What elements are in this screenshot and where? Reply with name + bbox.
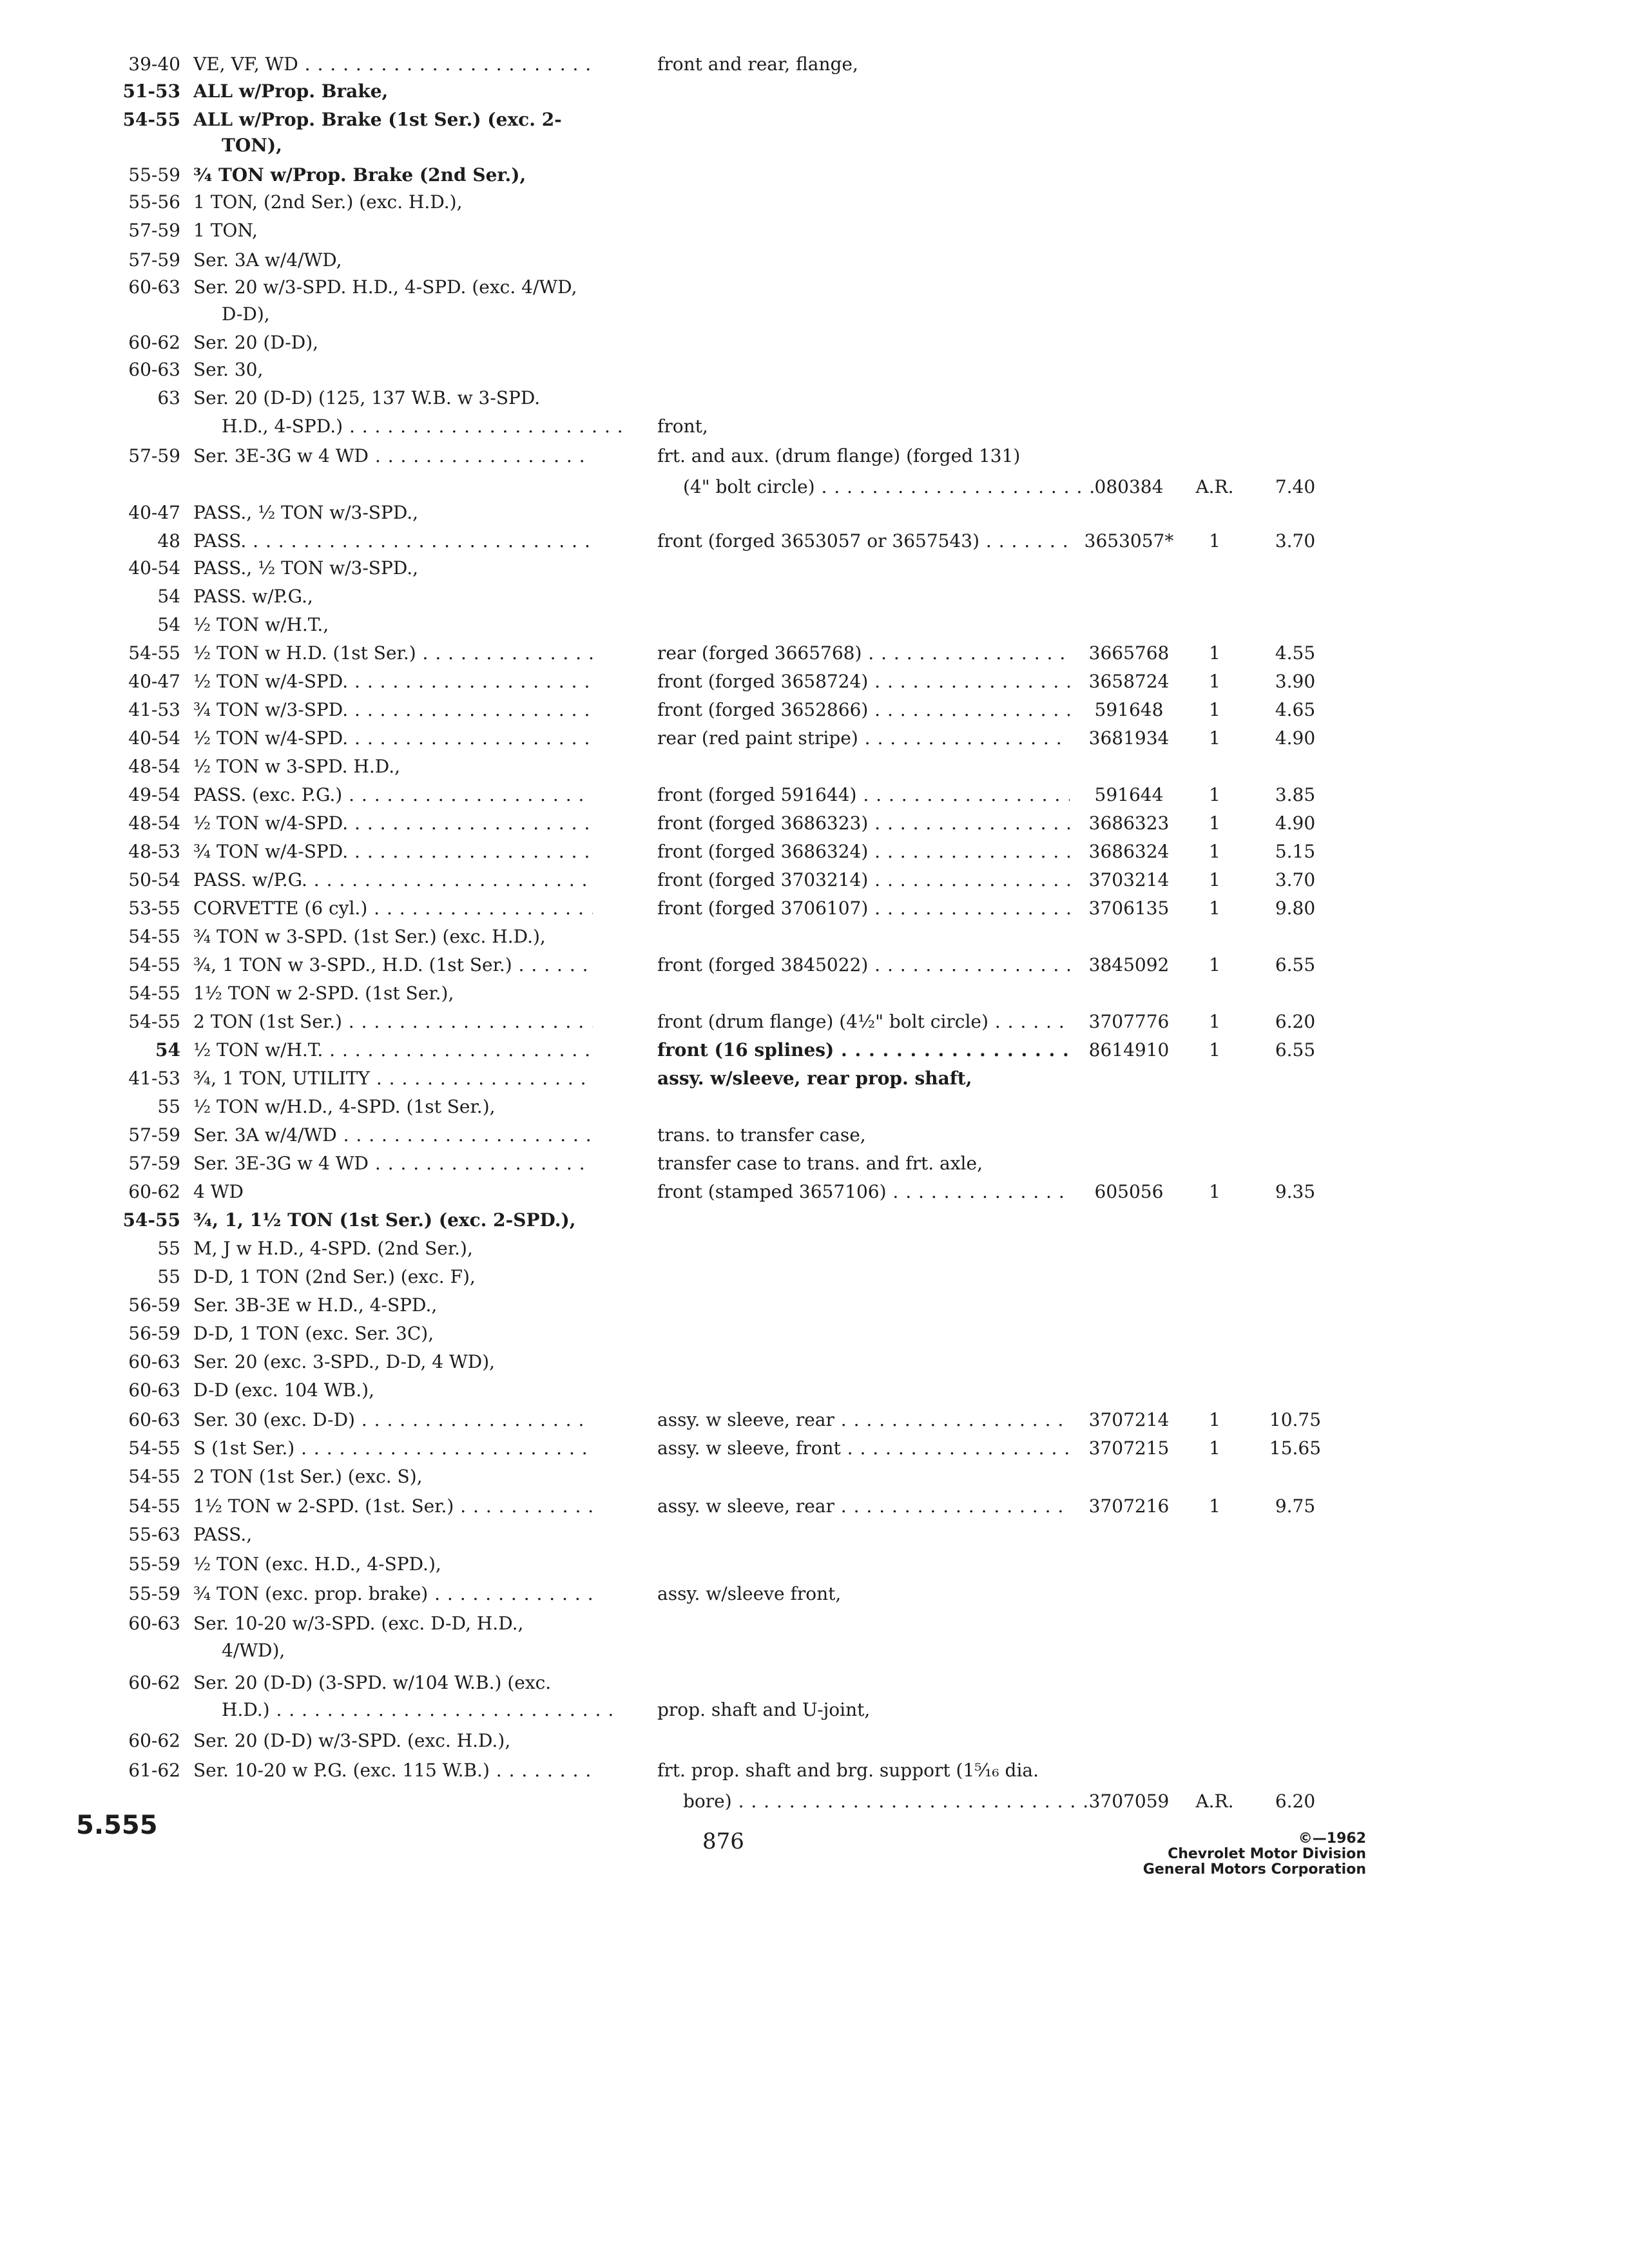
row-price: 6.55	[1275, 1039, 1316, 1061]
row-application: D-D, 1 TON (exc. Ser. 3C),	[193, 1323, 434, 1344]
row-price: 10.75	[1269, 1409, 1322, 1430]
row-application: D-D),	[222, 303, 270, 325]
table-row	[0, 527, 1629, 555]
table-row	[0, 161, 1629, 189]
row-application: Ser. 20 w/3-SPD. H.D., 4-SPD. (exc. 4/WD,	[193, 276, 577, 298]
row-year: 41-53	[128, 699, 180, 720]
row-description: front (16 splines) . . .	[657, 1036, 1070, 1064]
table-row	[0, 1064, 1629, 1093]
row-quantity: 1	[1209, 812, 1220, 834]
row-year: 60-63	[128, 359, 180, 380]
row-application: ½ TON w/H.T. . . .	[193, 1036, 593, 1064]
table-row	[0, 1637, 1629, 1665]
row-application: Ser. 20 (D-D),	[193, 332, 319, 353]
row-description: frt. and aux. (drum flange) (forged 131)	[657, 445, 1021, 466]
row-year: 54-55	[122, 109, 180, 130]
row-application: Ser. 30,	[193, 359, 264, 380]
table-row	[0, 1093, 1629, 1121]
row-application: ½ TON (exc. H.D., 4-SPD.),	[193, 1553, 441, 1575]
row-description: trans. to transfer case,	[657, 1124, 866, 1146]
row-year: 54-55	[128, 954, 180, 975]
table-row	[0, 499, 1629, 527]
row-price: 4.90	[1275, 727, 1316, 749]
row-year: 54-55	[128, 1437, 180, 1459]
row-application: 4/WD),	[222, 1640, 285, 1661]
row-description: transfer case to trans. and frt. axle,	[657, 1153, 983, 1174]
row-application: ¾ TON w/Prop. Brake (2nd Ser.),	[193, 164, 526, 186]
row-application: Ser. 10-20 w/3-SPD. (exc. D-D, H.D.,	[193, 1613, 524, 1634]
table-row	[0, 1178, 1629, 1206]
row-description: bore) . . .	[657, 1787, 1095, 1816]
row-year: 54-55	[128, 983, 180, 1004]
row-application: TON),	[222, 135, 282, 156]
row-part-number: 3658724	[1088, 671, 1170, 692]
table-row	[0, 273, 1629, 302]
row-price: 15.65	[1269, 1437, 1322, 1459]
table-row	[0, 1696, 1629, 1724]
row-year: 40-47	[128, 502, 180, 523]
row-year: 60-63	[128, 1409, 180, 1430]
row-quantity: 1	[1209, 898, 1220, 919]
row-part-number: 605056	[1094, 1181, 1164, 1202]
table-row	[0, 1756, 1629, 1785]
row-application: ½ TON w H.D. (1st Ser.) . . .	[193, 639, 593, 668]
row-year: 63	[157, 387, 180, 408]
row-application: PASS. . . .	[193, 527, 593, 555]
row-part-number: 8614910	[1088, 1039, 1170, 1061]
row-application: 1½ TON w 2-SPD. (1st. Ser.) . . .	[193, 1492, 593, 1521]
row-year: 54-55	[128, 1011, 180, 1032]
row-quantity: 1	[1209, 1039, 1220, 1061]
row-year: 54-55	[128, 642, 180, 664]
table-row	[0, 1550, 1629, 1579]
page-number: 876	[702, 1829, 744, 1854]
row-price: 9.75	[1275, 1495, 1316, 1517]
row-price: 9.80	[1275, 898, 1316, 919]
row-application: 2 TON (1st Ser.) (exc. S),	[193, 1466, 423, 1487]
table-row	[0, 329, 1629, 357]
table-row	[0, 781, 1629, 809]
table-row	[0, 1669, 1629, 1697]
row-part-number: 3665768	[1088, 642, 1170, 664]
row-year: 55-56	[128, 191, 180, 213]
table-row	[0, 131, 1629, 160]
row-quantity: 1	[1209, 784, 1220, 805]
row-price: 9.35	[1275, 1181, 1316, 1202]
row-year: 57-59	[128, 249, 180, 271]
row-year: 53-55	[128, 898, 180, 919]
row-application: Ser. 3E-3G w 4 WD . . .	[193, 1149, 593, 1178]
row-price: 3.70	[1275, 869, 1316, 890]
row-part-number: 3707776	[1088, 1011, 1170, 1032]
row-year: 60-63	[128, 1379, 180, 1401]
row-application: 1 TON,	[193, 220, 258, 241]
table-row	[0, 1121, 1629, 1149]
row-description: front (drum flange) (4½" bolt circle) . . .	[657, 1008, 1070, 1036]
row-description: (4" bolt circle) . . .	[657, 473, 1095, 501]
table-row	[0, 554, 1629, 582]
row-application: ¾ TON w 3-SPD. (1st Ser.) (exc. H.D.),	[193, 926, 546, 947]
row-application: ½ TON w/4-SPD. . . .	[193, 668, 593, 696]
row-application: ALL w/Prop. Brake (1st Ser.) (exc. 2-	[193, 109, 562, 130]
row-application: Ser. 3E-3G w 4 WD . . .	[193, 442, 593, 470]
row-year: 40-47	[128, 671, 180, 692]
row-quantity: 1	[1209, 1437, 1220, 1459]
row-part-number: 3706135	[1088, 898, 1170, 919]
row-application: ¾, 1 TON, UTILITY . . .	[193, 1064, 593, 1093]
row-application: ½ TON w/4-SPD. . . .	[193, 809, 593, 838]
table-row	[0, 1235, 1629, 1263]
row-application: H.D.) . . .	[193, 1696, 621, 1724]
row-application: Ser. 3B-3E w H.D., 4-SPD.,	[193, 1294, 438, 1316]
division-name: Chevrolet Motor Division	[1168, 1846, 1366, 1862]
row-price: 6.20	[1275, 1011, 1316, 1032]
row-year: 54	[157, 614, 180, 635]
row-part-number: 3686324	[1088, 841, 1170, 862]
row-year: 60-63	[128, 1351, 180, 1372]
row-application: PASS., ½ TON w/3-SPD.,	[193, 557, 419, 579]
row-description: assy. w/sleeve front,	[657, 1583, 842, 1604]
table-row	[0, 216, 1629, 245]
row-year: 54-55	[122, 1209, 180, 1231]
row-application: Ser. 3A w/4/WD . . .	[193, 1121, 593, 1149]
row-quantity: 1	[1209, 727, 1220, 749]
row-description: prop. shaft and U-joint,	[657, 1699, 871, 1720]
row-description: front,	[657, 416, 708, 437]
table-row	[0, 106, 1629, 134]
row-quantity: 1	[1209, 642, 1220, 664]
row-part-number: 3681934	[1088, 727, 1170, 749]
row-year: 54-55	[128, 1495, 180, 1517]
row-part-number: 3686323	[1088, 812, 1170, 834]
row-description: front (forged 3706107) . . .	[657, 894, 1070, 923]
table-row	[0, 1492, 1629, 1521]
row-year: 39-40	[128, 53, 180, 75]
row-year: 55	[157, 1238, 180, 1259]
row-application: ½ TON w/H.D., 4-SPD. (1st Ser.),	[193, 1096, 496, 1117]
row-year: 40-54	[128, 557, 180, 579]
table-row	[0, 1376, 1629, 1405]
table-row	[0, 838, 1629, 866]
row-part-number: 080384	[1094, 476, 1164, 497]
row-application: 1 TON, (2nd Ser.) (exc. H.D.),	[193, 191, 463, 213]
table-row	[0, 442, 1629, 470]
row-application: PASS. w/P.G. . . .	[193, 866, 593, 894]
table-row	[0, 809, 1629, 838]
row-quantity: 1	[1209, 699, 1220, 720]
table-row	[0, 384, 1629, 412]
row-year: 50-54	[128, 869, 180, 890]
row-application: ½ TON w 3-SPD. H.D.,	[193, 756, 401, 777]
row-quantity: A.R.	[1195, 1791, 1234, 1812]
row-application: ¾ TON (exc. prop. brake) . . .	[193, 1580, 593, 1608]
table-row	[0, 1320, 1629, 1348]
row-application: 2 TON (1st Ser.) . . .	[193, 1008, 593, 1036]
copyright-year: ©—1962	[1298, 1831, 1366, 1847]
table-row	[0, 356, 1629, 384]
row-year: 51-53	[122, 81, 180, 102]
row-quantity: 1	[1209, 869, 1220, 890]
row-application: ¾, 1, 1½ TON (1st Ser.) (exc. 2-SPD.),	[193, 1209, 576, 1231]
row-description: rear (forged 3665768) . . .	[657, 639, 1070, 668]
row-part-number: 3845092	[1088, 954, 1170, 975]
row-year: 60-62	[128, 1181, 180, 1202]
table-row	[0, 611, 1629, 639]
row-year: 41-53	[128, 1068, 180, 1089]
row-application: H.D., 4-SPD.) . . .	[193, 412, 621, 441]
row-price: 6.20	[1275, 1791, 1316, 1812]
row-application: S (1st Ser.) . . .	[193, 1434, 593, 1463]
table-row	[0, 753, 1629, 781]
row-application: PASS.,	[193, 1524, 253, 1545]
row-price: 5.15	[1275, 841, 1316, 862]
row-application: ¾, 1 TON w 3-SPD., H.D. (1st Ser.) . . .	[193, 951, 593, 979]
table-row	[0, 1406, 1629, 1434]
row-application: Ser. 30 (exc. D-D) . . .	[193, 1406, 593, 1434]
row-year: 55-63	[128, 1524, 180, 1545]
table-row	[0, 1610, 1629, 1638]
row-year: 55	[157, 1266, 180, 1287]
row-year: 55-59	[128, 164, 180, 186]
row-quantity: 1	[1209, 954, 1220, 975]
row-quantity: 1	[1209, 671, 1220, 692]
table-row	[0, 246, 1629, 274]
row-application: Ser. 10-20 w P.G. (exc. 115 W.B.) . . .	[193, 1756, 593, 1785]
row-price: 3.85	[1275, 784, 1316, 805]
row-application: ALL w/Prop. Brake,	[193, 81, 389, 102]
table-row	[0, 1149, 1629, 1178]
row-part-number: 591644	[1094, 784, 1164, 805]
row-description: front (forged 3686324) . . .	[657, 838, 1070, 866]
table-row	[0, 1787, 1629, 1816]
row-application: ½ TON w/4-SPD. . . .	[193, 724, 593, 753]
row-year: 55	[157, 1096, 180, 1117]
row-part-number: 3707214	[1088, 1409, 1170, 1430]
row-application: Ser. 3A w/4/WD,	[193, 249, 342, 271]
table-row	[0, 1036, 1629, 1064]
row-application: PASS. (exc. P.G.) . . .	[193, 781, 593, 809]
row-part-number: 3707215	[1088, 1437, 1170, 1459]
table-row	[0, 1263, 1629, 1291]
row-year: 48-54	[128, 756, 180, 777]
row-part-number: 591648	[1094, 699, 1164, 720]
row-year: 40-54	[128, 727, 180, 749]
row-quantity: 1	[1209, 1011, 1220, 1032]
row-year: 56-59	[128, 1294, 180, 1316]
table-row	[0, 923, 1629, 951]
row-price: 6.55	[1275, 954, 1316, 975]
row-year: 54	[157, 586, 180, 607]
row-description: front (stamped 3657106) . . .	[657, 1178, 1070, 1206]
row-year: 57-59	[128, 220, 180, 241]
row-description: front (forged 3703214) . . .	[657, 866, 1070, 894]
row-part-number: 3707216	[1088, 1495, 1170, 1517]
row-application: ¾ TON w/4-SPD. . . .	[193, 838, 593, 866]
row-year: 60-62	[128, 1730, 180, 1751]
row-description: rear (red paint stripe) . . .	[657, 724, 1070, 753]
row-application: M, J w H.D., 4-SPD. (2nd Ser.),	[193, 1238, 473, 1259]
row-year: 54	[155, 1039, 180, 1061]
row-year: 57-59	[128, 1124, 180, 1146]
row-description: assy. w sleeve, rear . . .	[657, 1492, 1070, 1521]
row-application: Ser. 20 (D-D) (3-SPD. w/104 W.B.) (exc.	[193, 1672, 552, 1693]
row-application: ¾ TON w/3-SPD. . . .	[193, 696, 593, 724]
row-price: 3.70	[1275, 530, 1316, 552]
row-year: 57-59	[128, 445, 180, 466]
table-row	[0, 1580, 1629, 1608]
table-row	[0, 1434, 1629, 1463]
table-row	[0, 951, 1629, 979]
row-application: Ser. 20 (D-D) (125, 137 W.B. w 3-SPD.	[193, 387, 541, 408]
row-year: 55-59	[128, 1553, 180, 1575]
table-row	[0, 1348, 1629, 1376]
row-quantity: 1	[1209, 841, 1220, 862]
table-row	[0, 473, 1629, 501]
table-row	[0, 639, 1629, 668]
row-price: 4.65	[1275, 699, 1316, 720]
row-application: Ser. 20 (exc. 3-SPD., D-D, 4 WD),	[193, 1351, 496, 1372]
row-description: assy. w/sleeve, rear prop. shaft,	[657, 1068, 972, 1089]
row-price: 7.40	[1275, 476, 1316, 497]
row-year: 60-62	[128, 332, 180, 353]
row-application: D-D (exc. 104 WB.),	[193, 1379, 374, 1401]
row-year: 60-62	[128, 1672, 180, 1693]
row-description: front (forged 3686323) . . .	[657, 809, 1070, 838]
table-row	[0, 1521, 1629, 1549]
corporation-name: General Motors Corporation	[1142, 1861, 1366, 1878]
row-quantity: 1	[1209, 530, 1220, 552]
row-year: 54-55	[128, 926, 180, 947]
row-quantity: 1	[1209, 1495, 1220, 1517]
row-application: 4 WD	[193, 1181, 244, 1202]
row-year: 48	[157, 530, 180, 552]
row-application: VE, VF, WD . . .	[193, 50, 593, 79]
row-year: 55-59	[128, 1583, 180, 1604]
row-quantity: 1	[1209, 1181, 1220, 1202]
table-row	[0, 1291, 1629, 1320]
row-year: 48-53	[128, 841, 180, 862]
row-part-number: 3703214	[1088, 869, 1170, 890]
row-application: CORVETTE (6 cyl.) . . .	[193, 894, 593, 923]
row-application: 1½ TON w 2-SPD. (1st Ser.),	[193, 983, 454, 1004]
row-description: frt. prop. shaft and brg. support (1⁵⁄₁₆ dia.	[657, 1760, 1039, 1781]
row-price: 4.90	[1275, 812, 1316, 834]
row-application: PASS., ½ TON w/3-SPD.,	[193, 502, 419, 523]
row-application: ½ TON w/H.T.,	[193, 614, 329, 635]
row-price: 3.90	[1275, 671, 1316, 692]
table-row	[0, 724, 1629, 753]
table-row	[0, 668, 1629, 696]
table-row	[0, 582, 1629, 611]
section-number: 5.555	[76, 1811, 158, 1840]
row-year: 49-54	[128, 784, 180, 805]
row-year: 60-63	[128, 1613, 180, 1634]
table-row	[0, 50, 1629, 79]
table-row	[0, 1206, 1629, 1235]
row-part-number: 3707059	[1088, 1791, 1170, 1812]
table-row	[0, 866, 1629, 894]
table-row	[0, 1008, 1629, 1036]
table-row	[0, 979, 1629, 1008]
row-description: front (forged 3658724) . . .	[657, 668, 1070, 696]
table-row	[0, 1727, 1629, 1755]
row-application: PASS. w/P.G.,	[193, 586, 313, 607]
row-year: 56-59	[128, 1323, 180, 1344]
row-description: front (forged 591644) . . .	[657, 781, 1070, 809]
table-row	[0, 300, 1629, 329]
row-part-number: 3653057*	[1084, 530, 1174, 552]
row-year: 60-63	[128, 276, 180, 298]
row-description: front (forged 3845022) . . .	[657, 951, 1070, 979]
row-application: Ser. 20 (D-D) w/3-SPD. (exc. H.D.),	[193, 1730, 511, 1751]
table-row	[0, 1463, 1629, 1491]
row-price: 4.55	[1275, 642, 1316, 664]
row-description: front (forged 3653057 or 3657543) . . .	[657, 527, 1070, 555]
table-row	[0, 894, 1629, 923]
row-quantity: 1	[1209, 1409, 1220, 1430]
row-year: 54-55	[128, 1466, 180, 1487]
row-year: 57-59	[128, 1153, 180, 1174]
row-description: front and rear, flange,	[657, 53, 858, 75]
row-description: assy. w sleeve, front . . .	[657, 1434, 1070, 1463]
row-application: D-D, 1 TON (2nd Ser.) (exc. F),	[193, 1266, 476, 1287]
table-row	[0, 188, 1629, 216]
row-description: assy. w sleeve, rear . . .	[657, 1406, 1070, 1434]
row-description: front (forged 3652866) . . .	[657, 696, 1070, 724]
table-row	[0, 77, 1629, 106]
row-quantity: A.R.	[1195, 476, 1234, 497]
copyright-block	[1108, 1831, 1366, 1878]
table-row	[0, 412, 1629, 441]
row-year: 61-62	[128, 1760, 180, 1781]
row-year: 48-54	[128, 812, 180, 834]
table-row	[0, 696, 1629, 724]
